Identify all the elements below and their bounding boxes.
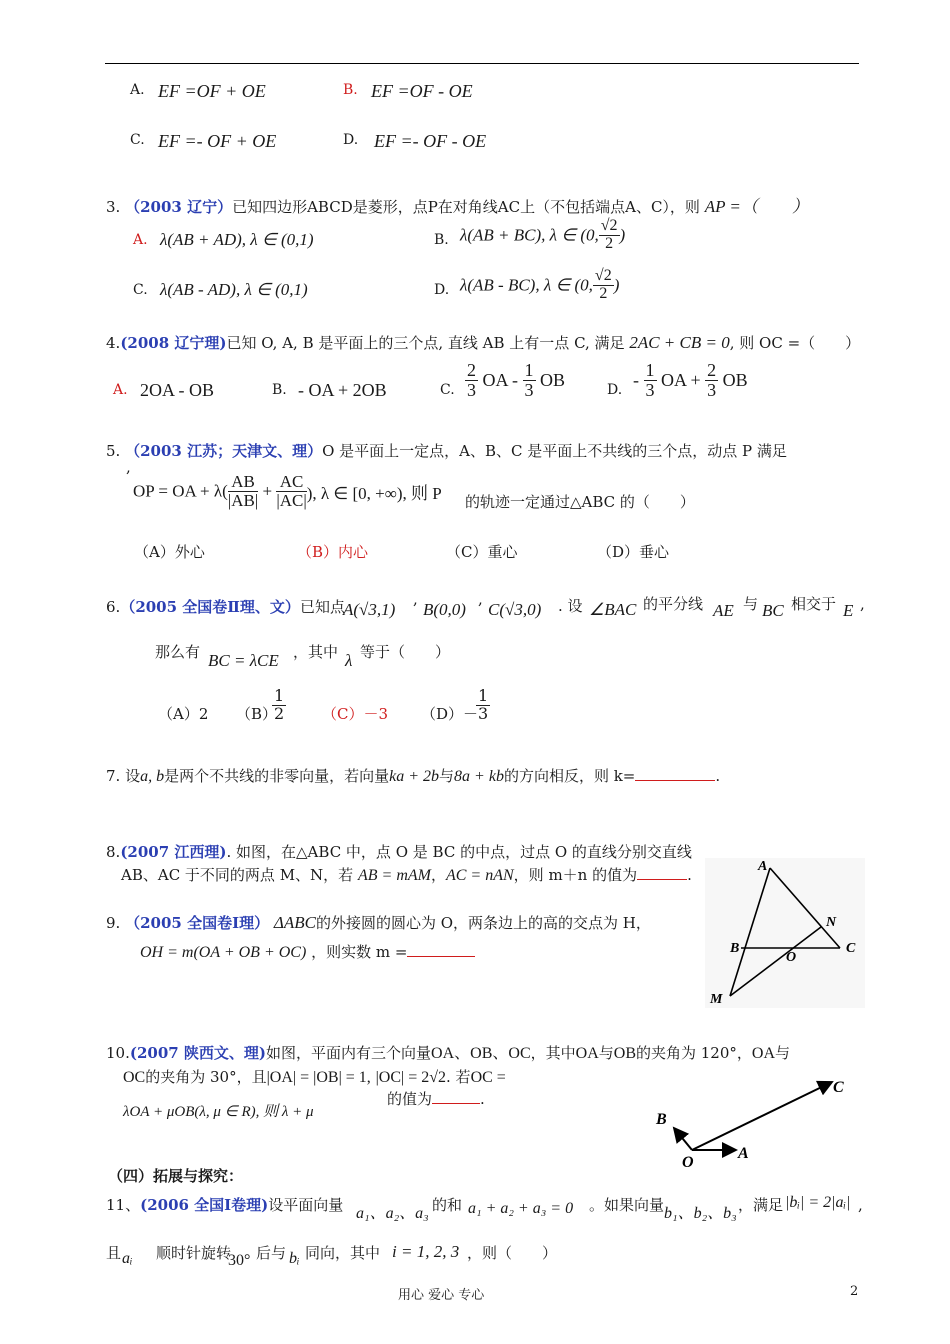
q6-line2-pre: 那么有 [155, 643, 201, 661]
q7-text4: 的方向相反，则 k= [503, 767, 636, 785]
question-4 [106, 332, 860, 353]
label-o: O [682, 1154, 694, 1170]
label-b: B [730, 941, 740, 956]
q9-triangle: ΔABC [273, 913, 316, 932]
label-a: A [738, 1145, 749, 1162]
page-footer: 用心 爱心 专心 [398, 1288, 485, 1303]
q6-source: （2005 全国卷Ⅱ理、文） [120, 598, 300, 616]
figure-background [705, 858, 865, 1008]
q5-tail: 的轨迹一定通过△ABC 的（ ） [465, 493, 695, 511]
triangle-figure [700, 848, 870, 1008]
question-11 [106, 1194, 343, 1215]
q10-line3: λOA + μOB(λ, μ ∈ R), 则 λ + μ [123, 1104, 314, 1120]
question-5 [106, 440, 787, 461]
q4-text: 已知 O, A, B 是平面上的三个点, 直线 AB 上有一点 C, 满足 [226, 334, 625, 352]
q11-number: 11、 [106, 1196, 141, 1214]
q6-line2-formula: BC = λCE [208, 651, 279, 670]
q10-text1: 如图，平面内有三个向量 [266, 1044, 432, 1062]
label-b: B [656, 1111, 667, 1128]
option-a: EF =OF + OE [158, 81, 266, 101]
q11-l2-t4: 同向，其中 [305, 1244, 381, 1262]
option-b-label: B. [343, 82, 358, 98]
option-b: EF =OF - OE [371, 81, 473, 101]
q5-option-c: （C）重心 [446, 543, 518, 561]
question-6 [106, 596, 345, 617]
q4-option-a-label: A. [113, 382, 128, 398]
q5-option-d: （D）垂心 [597, 543, 670, 561]
q10-source: (2007 陕西文、理) [129, 1044, 267, 1062]
question-10: 10.(2007 陕西文、理)如图，平面内有三个向量OA、OB、OC，其中OA与OB的夹角为 120°，OA与 [106, 1044, 791, 1062]
q9-formula: OH = m(OA + OB + OC) [140, 944, 307, 961]
q10-text2: ，其中 [530, 1044, 576, 1062]
q9-source: （2005 全国卷Ⅰ理） [125, 914, 270, 932]
q11-l2-t2: 顺时针旋转 [156, 1244, 232, 1262]
q3-tail: AP =（ ） [704, 197, 809, 216]
vector-oc [692, 1082, 832, 1150]
q5-option-b: （B）内心 [297, 543, 369, 561]
q9-line2 [140, 941, 475, 962]
question-8 [106, 841, 692, 862]
q6-sep2: , [478, 590, 483, 608]
q11-vectors-a: a₁、a₂、a₃ [356, 1205, 429, 1222]
q6-e: E [843, 601, 854, 620]
option-c-label: C. [130, 132, 145, 148]
label-a: A [758, 859, 768, 874]
q11-end: , [858, 1196, 863, 1214]
question-7: 7. 设a, b是两个不共线的非零向量，若向量ka + 2b与8a + kb的方向相反，则 k= . [106, 767, 721, 785]
q11-l2-t1: 且 [106, 1244, 122, 1262]
q8-source: (2007 江西理) [120, 843, 227, 861]
q7-text1: 设 [125, 767, 141, 785]
q5-comma: , [126, 458, 131, 476]
q11-text2: 的和 [432, 1196, 463, 1214]
q8-formula1: AB = mAM [357, 867, 431, 884]
q6-line2-mid: ，其中 [293, 643, 339, 661]
q11-l2-t5: ，则（ ） [467, 1244, 558, 1262]
header-rule [105, 63, 859, 64]
q8-text1: . 如图，在△ABC 中，点 O 是 BC 的中点，过点 O 的直线分别交直线 [226, 843, 692, 861]
q6-end: , [860, 595, 865, 613]
q7-number: 7. [106, 767, 121, 785]
q6-lambda: λ [345, 651, 353, 670]
q6-option-b-frac: $\frac{1}{2}$ [274, 686, 285, 723]
q8-text2: AB、AC 于不同的两点 M、N，若 [121, 866, 354, 884]
q3-source: （2003 辽宁） [125, 198, 233, 216]
q4-option-c-label: C. [440, 382, 455, 398]
q6-point-b: B(0,0) [423, 600, 466, 619]
q6-mid: . 设 [558, 597, 583, 615]
q3-option-a: λ(AB + AD), λ ∈ (0,1) [160, 230, 314, 249]
q6-ae: AE [713, 601, 734, 620]
q5-number: 5. [106, 442, 121, 460]
label-c: C [846, 941, 856, 956]
q11-l2-t3: 后与 [256, 1244, 287, 1262]
q11-condition: |bᵢ| = 2|aᵢ| [785, 1194, 851, 1211]
q10-line3-text: 的值为 . [387, 1090, 485, 1108]
q5-source: （2003 江苏；天津文、理） [125, 442, 323, 460]
q9-number: 9. [106, 914, 121, 932]
q11-l2-i: i = 1, 2, 3 [392, 1242, 460, 1261]
question-3 [106, 192, 809, 217]
q8-answer-blank [637, 879, 687, 880]
option-c: EF =- OF + OE [158, 131, 277, 151]
q7-vector1: ka + 2b [389, 768, 440, 785]
q5-option-a: （A）外心 [134, 543, 205, 561]
q4-option-a: 2OA - OB [140, 380, 215, 400]
q8-line2: AB、AC 于不同的两点 M、N，若 AB = mAM，AC = nAN，则 m＋n 的值为 . [121, 866, 692, 884]
q11-source: (2006 全国Ⅰ卷理) [140, 1196, 269, 1214]
q4-option-b-label: B. [272, 382, 287, 398]
q6-option-a: （A）2 [158, 705, 209, 723]
label-o: O [786, 950, 797, 965]
q11-text1: 设平面向量 [268, 1196, 344, 1214]
q4-option-b: - OA + 2OB [298, 380, 387, 400]
label-m: M [710, 992, 723, 1007]
q4-number: 4. [106, 334, 121, 352]
vector-ob [674, 1128, 692, 1150]
q7-vector2: 8a + kb [454, 768, 504, 785]
q8-formula2: AC = nAN [445, 867, 514, 884]
q6-point-a: A(√3,1) [343, 600, 396, 619]
q11-l2-b: bᵢ [289, 1250, 300, 1267]
q6-bc: BC [762, 601, 784, 620]
option-d-label: D. [343, 132, 359, 148]
q8-number: 8. [106, 843, 121, 861]
q7-text3: 与 [439, 767, 455, 785]
q7-answer-blank [635, 780, 715, 781]
q9-text: 的外接圆的圆心为 O，两条边上的高的交点为 H， [315, 914, 651, 932]
q10-line2: OC的夹角为 30°，且|OA| = |OB| = 1, |OC| = 2√2. 若OC = [123, 1068, 506, 1086]
q4-option-d: - $\frac{1}{3}$ OA + $\frac{2}{3}$ OB [633, 360, 748, 400]
q11-text4: ，满足 [738, 1196, 784, 1214]
q11-text3: 。如果向量 [589, 1196, 665, 1214]
q11-vectors-b: b₁、b₂、b₃ [664, 1205, 737, 1222]
q11-sum: a₁ + a₂ + a₃ = 0 [468, 1200, 574, 1217]
q11-l2-a: aᵢ [122, 1250, 133, 1267]
q6-option-c: （C）－3 [322, 705, 389, 723]
q8-text3: ，则 m＋n 的值为 [513, 866, 638, 884]
q10-answer-blank [432, 1103, 480, 1104]
q3-number: 3. [106, 198, 121, 216]
q3-option-c: λ(AB - AD), λ ∈ (0,1) [160, 280, 308, 299]
q3-text: 已知四边形ABCD是菱形，点P在对角线AC上（不包括端点A、C），则 [232, 198, 700, 216]
q3-option-a-label: A. [133, 232, 148, 248]
q3-option-d-label: D. [434, 282, 450, 298]
q6-point-c: C(√3,0) [488, 600, 542, 619]
q5-formula: OP = OA + λ( $\frac{AB}{|AB|}$ + $\frac{AC}{|AC|}$ ), λ ∈ [0, +∞), 则 P [133, 472, 442, 510]
q7-vectors: a, b [140, 768, 165, 785]
q9-answer-blank [407, 956, 475, 957]
vector-figure [650, 1070, 860, 1170]
q4-tail: , 则 OC =（ ） [729, 334, 861, 352]
q6-angle: ∠BAC [589, 600, 637, 619]
section-4-title: （四）拓展与探究： [108, 1167, 244, 1185]
q6-text: 已知点 [299, 598, 345, 616]
q3-option-b-label: B. [434, 232, 449, 248]
option-d: EF =- OF - OE [374, 131, 487, 151]
q6-option-d-label: （D）－ [421, 705, 479, 723]
q4-source: (2008 辽宁理) [120, 334, 227, 352]
q3-option-d: λ(AB - BC), λ ∈ (0, $\frac{√2}{2}$ ) [460, 267, 620, 302]
q6-mid4: 相交于 [791, 595, 837, 613]
q4-option-d-label: D. [607, 382, 623, 398]
q6-sep1: , [413, 590, 418, 608]
q6-number: 6. [106, 598, 121, 616]
label-n: N [826, 915, 837, 930]
page-number: 2 [850, 1284, 859, 1299]
q6-option-b-label: （B） [236, 705, 278, 723]
option-a-label: A. [130, 82, 145, 98]
q3-option-b: λ(AB + BC), λ ∈ (0, $\frac{√2}{2}$ ) [460, 217, 626, 252]
q7-text2: 是两个不共线的非零向量，若向量 [164, 767, 390, 785]
q6-mid2: 的平分线 [643, 595, 704, 613]
question-9 [106, 912, 651, 933]
q4-option-c: $\frac{2}{3}$ OA - $\frac{1}{3}$ OB [467, 360, 566, 400]
q5-text: O 是平面上一定点，A、B、C 是平面上不共线的三个点，动点 P 满足 [322, 442, 787, 460]
q11-l2-angle: 30° [228, 1252, 251, 1269]
q6-line2-end: 等于（ ） [360, 643, 451, 661]
q3-option-c-label: C. [133, 282, 148, 298]
q6-mid3: 与 [743, 595, 759, 613]
q4-condition: 2AC + CB = 0 [629, 333, 730, 352]
q10-number: 10. [106, 1044, 130, 1062]
q6-option-d-frac: $\frac{1}{3}$ [478, 686, 489, 723]
q9-text2: ，则实数 m = [311, 943, 408, 961]
q10-vectors: OA、OB、OC [431, 1045, 531, 1062]
label-c: C [833, 1079, 844, 1096]
